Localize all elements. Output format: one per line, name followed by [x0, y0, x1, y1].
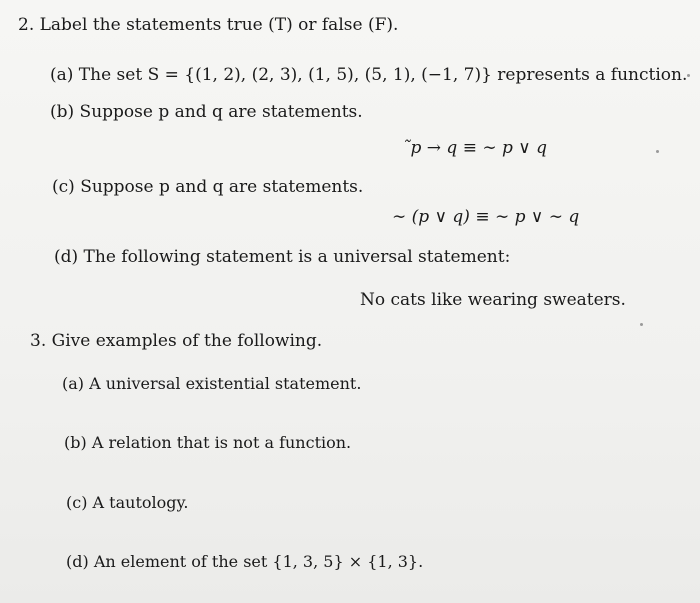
question-2d-statement: No cats like wearing sweaters.: [360, 290, 626, 310]
question-3c: (c) A tautology.: [66, 493, 189, 512]
smudge-mark: [656, 150, 659, 153]
question-2-heading: 2. Label the statements true (T) or false (F).: [18, 15, 399, 35]
smudge-mark: [640, 323, 643, 326]
question-3b: (b) A relation that is not a function.: [64, 433, 352, 452]
question-3-heading: 3. Give examples of the following.: [30, 331, 323, 351]
question-3d: (d) An element of the set {1, 3, 5} × {1, 3}.: [66, 552, 424, 571]
question-2c-formula: ∼ (p ∨ q) ≡ ∼ p ∨ ∼ q: [392, 207, 580, 227]
question-2b-label: (b) Suppose p and q are statements.: [50, 102, 363, 122]
question-2b-formula: ˜p → q ≡ ∼ p ∨ q: [402, 138, 548, 158]
question-3a: (a) A universal existential statement.: [62, 374, 362, 393]
question-2a: (a) The set S = {(1, 2), (2, 3), (1, 5), (5, 1), (−1, 7)} represents a function.: [50, 65, 688, 85]
question-2d-label: (d) The following statement is a universal statement:: [54, 247, 511, 267]
smudge-mark: [687, 74, 690, 77]
question-2c-label: (c) Suppose p and q are statements.: [52, 177, 364, 197]
